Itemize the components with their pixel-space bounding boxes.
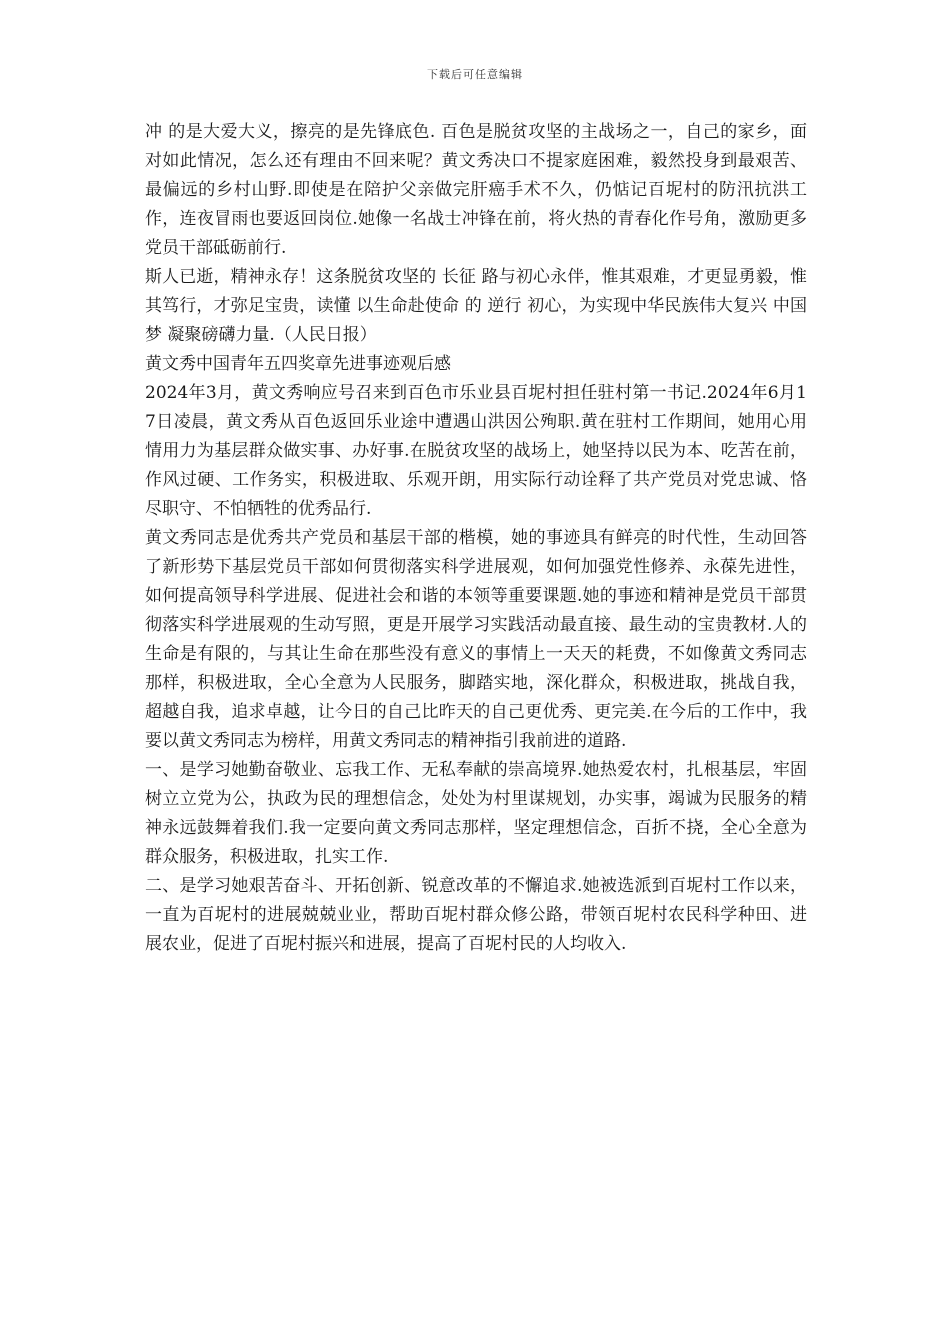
paragraph-3: 2024年3月，黄文秀响应号召来到百色市乐业县百坭村担任驻村第一书记.2024年6月17日凌晨，黄文秀从百色返回乐业途中遭遇山洪因公殉职.黄在驻村工作期间，她用心用情用力为基层群众做实事、办好事.在脱贫攻坚的战场上，她坚持以民为本、吃苦在前，作风过硬、工作务实，积极进取、乐观开朗，用实际行动诠释了共产党员对党忠诚、恪尽职守、不怕牺牲的优秀品行. — [145, 383, 807, 519]
paragraph-5: 一、是学习她勤奋敬业、忘我工作、无私奉献的崇高境界.她热爱农村，扎根基层，牢固树立立党为公，执政为民的理想信念，处处为村里谋规划，办实事，竭诚为民服务的精神永远鼓舞着我们.我一定要向黄文秀同志那样，坚定理想信念，百折不挠，全心全意为群众服务，积极进取，扎实工作. — [145, 760, 807, 867]
header-note: 下载后可任意编辑 — [427, 68, 523, 81]
section-title: 黄文秀中国青年五四奖章先进事迹观后感 — [145, 354, 451, 374]
document-body — [145, 118, 807, 959]
paragraph-6: 二、是学习她艰苦奋斗、开拓创新、锐意改革的不懈追求.她被选派到百坭村工作以来，一直为百坭村的进展兢兢业业，帮助百坭村群众修公路，带领百坭村农民科学种田、进展农业，促进了百坭村振兴和进展，提高了百坭村民的人均收入. — [145, 876, 807, 954]
paragraph-4: 黄文秀同志是优秀共产党员和基层干部的楷模，她的事迹具有鲜亮的时代性，生动回答了新形势下基层党员干部如何贯彻落实科学进展观，如何加强党性修养、永葆先进性，如何提高领导科学进展、促进社会和谐的本领等重要课题.她的事迹和精神是党员干部贯彻落实科学进展观的生动写照，更是开展学习实践活动最直接、最生动的宝贵教材.人的生命是有限的，与其让生命在那些没有意义的事情上一天天的耗费，不如像黄文秀同志那样，积极进取，全心全意为人民服务，脚踏实地，深化群众，积极进取，挑战自我，超越自我，追求卓越，让今日的自己比昨天的自己更优秀、更完美.在今后的工作中，我要以黄文秀同志为榜样，用黄文秀同志的精神指引我前进的道路. — [145, 528, 807, 751]
paragraph-1: 冲 的是大爱大义，擦亮的是先锋底色. 百色是脱贫攻坚的主战场之一，自己的家乡，面对如此情况，怎么还有理由不回来呢？黄文秀决口不提家庭困难，毅然投身到最艰苦、最偏远的乡村山野.即使是在陪护父亲做完肝癌手术不久，仍惦记百坭村的防汛抗洪工作，连夜冒雨也要返回岗位.她像一名战士冲锋在前，将火热的青春化作号角，激励更多党员干部砥砺前行. — [145, 122, 807, 258]
paragraph-2: 斯人已逝，精神永存！这条脱贫攻坚的 长征 路与初心永伴，惟其艰难，才更显勇毅，惟其笃行，才弥足宝贵，读懂 以生命赴使命 的 逆行 初心，为实现中华民族伟大复兴 中国梦 凝聚磅礴力量.（人民日报） — [145, 267, 807, 345]
